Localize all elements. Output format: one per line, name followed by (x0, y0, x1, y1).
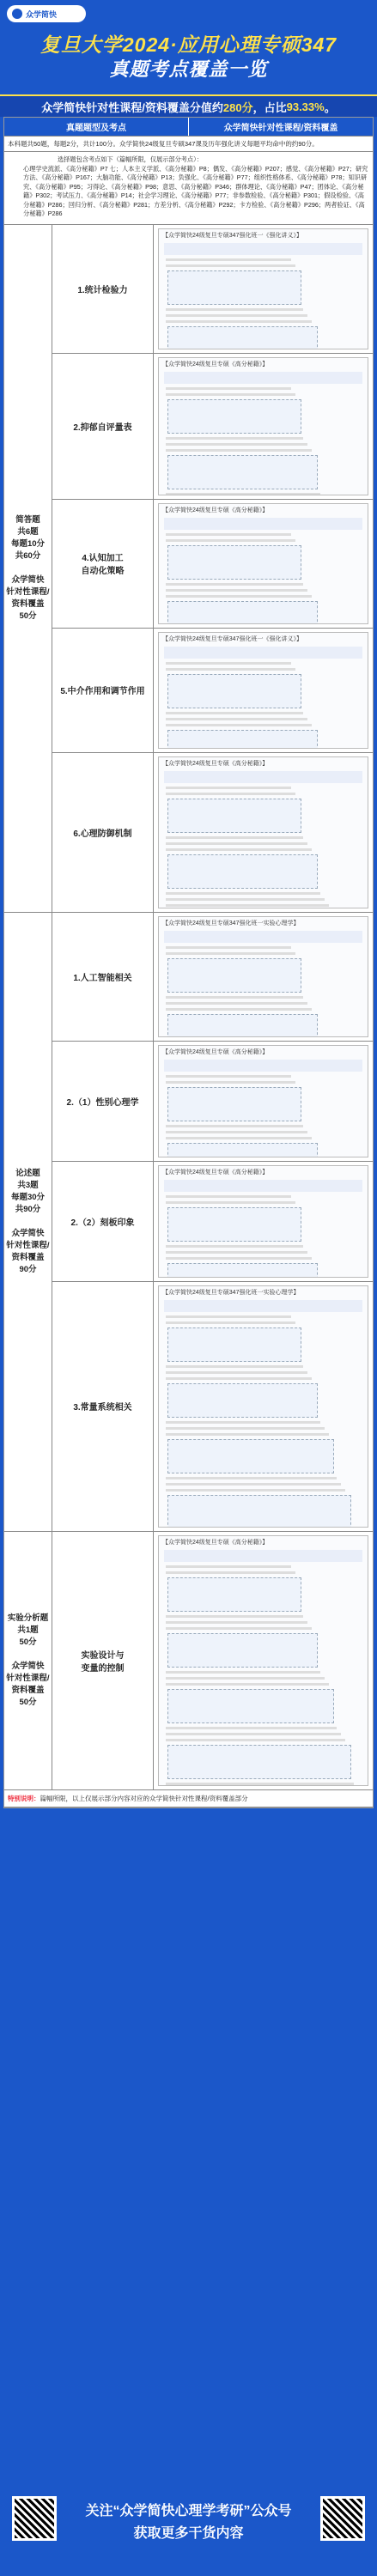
section-row (4, 225, 373, 913)
screenshot-content (166, 1671, 320, 1674)
screenshot-header-bar (164, 518, 362, 530)
screenshot-header-bar (164, 647, 362, 659)
screenshot-content (167, 799, 301, 833)
screenshot-content (167, 1495, 351, 1528)
material-screenshot[interactable] (158, 357, 368, 495)
screenshot-content (166, 1377, 312, 1380)
screenshot-content (166, 589, 307, 592)
screenshot-content (167, 1014, 318, 1037)
banner-score: 280分 (222, 100, 253, 114)
screenshot-content (167, 1263, 318, 1278)
screenshot-content (166, 1008, 312, 1011)
screenshot-caption: 【众学简快24级复旦专硕《高分秘籍》】 (162, 760, 269, 767)
page-subtitle: 真题考点覆盖一览 (109, 58, 268, 80)
material-screenshot[interactable] (158, 1045, 368, 1157)
material-screenshot[interactable] (158, 916, 368, 1037)
coverage-cell (154, 753, 373, 912)
screenshot-content (166, 1257, 312, 1260)
screenshot-content (166, 1571, 295, 1574)
header-exam-points: 真题题型及考点 (4, 118, 189, 136)
screenshot-content (166, 443, 307, 446)
question-row (52, 753, 373, 912)
section-label: 简答题 共6题 每题10分 共60分 众学简快 针对性课程/ 资料覆盖 50分 (4, 225, 52, 912)
screenshot-content (166, 1733, 341, 1735)
material-screenshot[interactable] (158, 1285, 368, 1528)
screenshot-content (167, 270, 301, 305)
screenshot-content (166, 449, 312, 452)
screenshot-content (166, 393, 295, 396)
question-topic: 2.抑郁自评量表 (52, 354, 154, 499)
screenshot-content (167, 674, 301, 708)
screenshot-content (166, 308, 303, 311)
screenshot-content (166, 662, 291, 665)
screenshot-content (166, 793, 295, 795)
screenshot-content (166, 1081, 295, 1084)
question-topic: 6.心理防御机制 (52, 753, 154, 912)
screenshot-caption: 【众学简快24级复旦专硕《高分秘籍》】 (162, 1169, 269, 1176)
screenshot-content (166, 1621, 307, 1624)
screenshot-caption: 【众学简快24级复旦专硕《高分秘籍》】 (162, 507, 269, 513)
table-header (4, 118, 373, 137)
screenshot-content (167, 1577, 301, 1612)
screenshot-content (166, 583, 303, 586)
screenshot-content (166, 946, 291, 949)
question-row (52, 354, 373, 500)
screenshot-content (167, 1745, 351, 1779)
material-screenshot[interactable] (158, 503, 368, 624)
screenshot-content (166, 1195, 291, 1198)
special-note (4, 1790, 373, 1807)
brand-logo (7, 5, 86, 22)
page-title: 复旦大学2024·应用心理专硕347 (40, 33, 337, 56)
coverage-cell (154, 500, 373, 628)
screenshot-content (166, 258, 291, 261)
screenshot-content (167, 1689, 334, 1723)
question-topic: 1.人工智能相关 (52, 913, 154, 1041)
screenshot-content (166, 1201, 295, 1204)
screenshot-content (166, 1477, 337, 1479)
screenshot-content (167, 1633, 318, 1668)
question-topic: 1.统计检验力 (52, 225, 154, 353)
coverage-table (3, 117, 374, 1808)
banner-percent: 93.33% (286, 100, 325, 113)
screenshot-content (166, 314, 307, 317)
screenshot-content (166, 1677, 325, 1680)
screenshot-content (166, 1365, 303, 1368)
question-row (52, 1282, 373, 1531)
screenshot-content (166, 787, 291, 789)
screenshot-header-bar (164, 1180, 362, 1192)
coverage-cell (154, 1532, 373, 1789)
coverage-cell (154, 1162, 373, 1281)
question-row (52, 1532, 373, 1789)
question-row (52, 500, 373, 629)
section-row (4, 1532, 373, 1790)
coverage-cell (154, 1042, 373, 1161)
section-row (4, 913, 373, 1532)
screenshot-content (166, 1315, 291, 1318)
screenshot-caption: 【众学简快24级复旦专硕347强化班一《强化讲义》】 (162, 635, 302, 642)
screenshot-content (167, 854, 318, 889)
screenshot-content (166, 387, 291, 390)
choice-points (4, 152, 373, 225)
screenshot-content (166, 264, 295, 267)
screenshot-content (167, 730, 318, 749)
screenshot-content (166, 1627, 312, 1630)
coverage-cell (154, 225, 373, 353)
coverage-cell (154, 913, 373, 1041)
screenshot-content (166, 848, 312, 851)
screenshot-caption: 【众学简快24级复旦专硕347强化班一实验心理学】 (162, 1289, 300, 1296)
screenshot-content (166, 996, 303, 999)
section-label: 实验分析题 共1题 50分 众学简快 针对性课程/ 资料覆盖 50分 (4, 1532, 52, 1789)
question-row (52, 225, 373, 354)
screenshot-caption: 【众学简快24级复旦专硕《高分秘籍》】 (162, 1539, 269, 1546)
screenshot-content (166, 437, 303, 440)
screenshot-header-bar (164, 1300, 362, 1312)
screenshot-header-bar (164, 372, 362, 384)
screenshot-content (166, 1371, 307, 1374)
question-topic: 4.认知加工 自动化策略 (52, 500, 154, 628)
material-screenshot[interactable] (158, 1165, 368, 1278)
banner-prefix: 众学简快针对性课程/资料覆盖分值约 (41, 100, 223, 114)
screenshot-content (166, 1125, 303, 1127)
coverage-cell (154, 1282, 373, 1531)
screenshot-content (166, 493, 320, 495)
screenshot-content (166, 1075, 291, 1078)
question-topic: 2.（1）性别心理学 (52, 1042, 154, 1161)
screenshot-content (166, 1483, 341, 1485)
screenshot-content (166, 533, 291, 536)
screenshot-content (166, 1565, 291, 1568)
screenshot-header-bar (164, 771, 362, 783)
screenshot-caption: 【众学简快24级复旦专硕347强化班一实验心理学】 (162, 920, 300, 927)
screenshot-content (166, 1421, 320, 1424)
screenshot-content (166, 718, 307, 720)
follow-subtext: 获取更多干货内容 (133, 2526, 244, 2541)
choice-description: 本科题共50题，每题2分，共计100分。众学简快24级复旦专硕347课及历年强化讲义每题平均命中的约90分。 (4, 137, 373, 152)
footer-banner (0, 2486, 377, 2576)
screenshot-content (166, 1427, 325, 1430)
screenshot-content (166, 1137, 312, 1139)
question-topic: 2.（2）刻板印象 (52, 1162, 154, 1281)
material-screenshot[interactable] (158, 228, 368, 349)
follow-text: 关注“众学简快心理学考研”公众号 (85, 2504, 292, 2518)
question-row (52, 629, 373, 753)
screenshot-content (166, 1321, 295, 1324)
screenshot-content (166, 668, 295, 671)
screenshot-content (166, 1739, 345, 1741)
coverage-cell (154, 354, 373, 499)
screenshot-content (166, 1489, 345, 1492)
screenshot-header-bar (164, 1550, 362, 1562)
screenshot-content (167, 1327, 301, 1362)
screenshot-content (166, 1783, 354, 1785)
screenshot-header-bar (164, 931, 362, 943)
special-note-text: 篇幅所限，以上仅展示部分内容对应的众学简快针对性课程/资料覆盖部分 (40, 1794, 248, 1802)
screenshot-header-bar (164, 1060, 362, 1072)
choice-points-list: 心理学史流派、《高分秘籍》P7 七；人本主义学派、《高分秘籍》P8；偶发、《高分秘籍》P207；感觉、《高分秘籍》P27；研究方法、《高分秘籍》P167；大脑功能、《高分秘籍》P13；负强化、《高分秘籍》P77；组织性格体系、《高分秘籍》P78；知识研究、《高分秘籍》P95；习得论、《高分秘籍》P98；意思、《高分秘籍》P346；群体理论、《高分秘籍》P47；团体论、《高分秘籍》P302；考试压力、《高分秘籍》P14；社会学习理论、《高分秘籍》P77；非参数检验、《高分秘籍》P301；假设检验、《高分秘籍》P286；回归分析、《高分秘籍》P281；方差分析、《高分秘籍》P292；卡方检验、《高分秘籍》P296；两者验证、《高分秘籍》P286 (23, 164, 368, 217)
banner-end: 。 (324, 100, 336, 114)
screenshot-header-bar (164, 243, 362, 255)
screenshot-caption: 【众学简快24级复旦专硕《高分秘籍》】 (162, 361, 269, 368)
material-screenshot[interactable] (158, 632, 368, 749)
screenshot-content (167, 601, 318, 624)
screenshot-content (166, 1433, 329, 1436)
question-row (52, 913, 373, 1042)
screenshot-content (167, 1143, 318, 1157)
screenshot-content (167, 1383, 318, 1418)
question-row (52, 1162, 373, 1282)
question-topic: 5.中介作用和调节作用 (52, 629, 154, 752)
screenshot-content (167, 455, 318, 489)
screenshot-content (166, 539, 295, 542)
screenshot-content (166, 712, 303, 714)
logo-icon (12, 9, 22, 19)
screenshot-content (166, 1615, 303, 1618)
screenshot-content (166, 724, 312, 726)
screenshot-content (167, 545, 301, 580)
question-row (52, 1042, 373, 1162)
logo-text: 众学简快 (26, 9, 58, 19)
screenshot-content (167, 1087, 301, 1121)
screenshot-content (167, 326, 318, 349)
screenshot-content (166, 898, 325, 901)
material-screenshot[interactable] (158, 756, 368, 908)
screenshot-caption: 【众学简快24级复旦专硕《高分秘籍》】 (162, 1048, 269, 1055)
header (0, 0, 377, 94)
screenshot-content (167, 399, 301, 434)
screenshot-content (166, 1245, 303, 1248)
coverage-banner (0, 94, 377, 117)
screenshot-caption: 【众学简快24级复旦专硕347强化班一《强化讲义》】 (162, 232, 302, 239)
header-coverage: 众学简快针对性课程/资料覆盖 (189, 118, 373, 136)
question-topic: 实验设计与 变量的控制 (52, 1532, 154, 1789)
question-topic: 3.常量系统相关 (52, 1282, 154, 1531)
section-label: 论述题 共3题 每题30分 共90分 众学简快 针对性课程/ 资料覆盖 90分 (4, 913, 52, 1531)
screenshot-content (166, 1251, 307, 1254)
screenshot-content (166, 892, 320, 895)
special-note-label: 特别说明： (8, 1794, 40, 1802)
screenshot-content (167, 1207, 301, 1242)
screenshot-content (166, 904, 329, 907)
screenshot-content (166, 320, 312, 323)
screenshot-content (166, 1683, 329, 1686)
screenshot-content (166, 842, 307, 845)
screenshot-content (166, 952, 295, 955)
sections (4, 225, 373, 1790)
screenshot-content (167, 958, 301, 993)
material-screenshot[interactable] (158, 1535, 368, 1786)
banner-mid: ，占比 (252, 100, 287, 114)
screenshot-content (166, 1131, 307, 1133)
screenshot-content (166, 1727, 337, 1729)
screenshot-content (166, 595, 312, 598)
screenshot-content (167, 1439, 334, 1473)
choice-points-intro: 选择题包含考点如下（篇幅所限，仅展示部分考点）： (58, 155, 203, 163)
screenshot-content (166, 836, 303, 839)
screenshot-content (166, 1002, 307, 1005)
coverage-cell (154, 629, 373, 752)
